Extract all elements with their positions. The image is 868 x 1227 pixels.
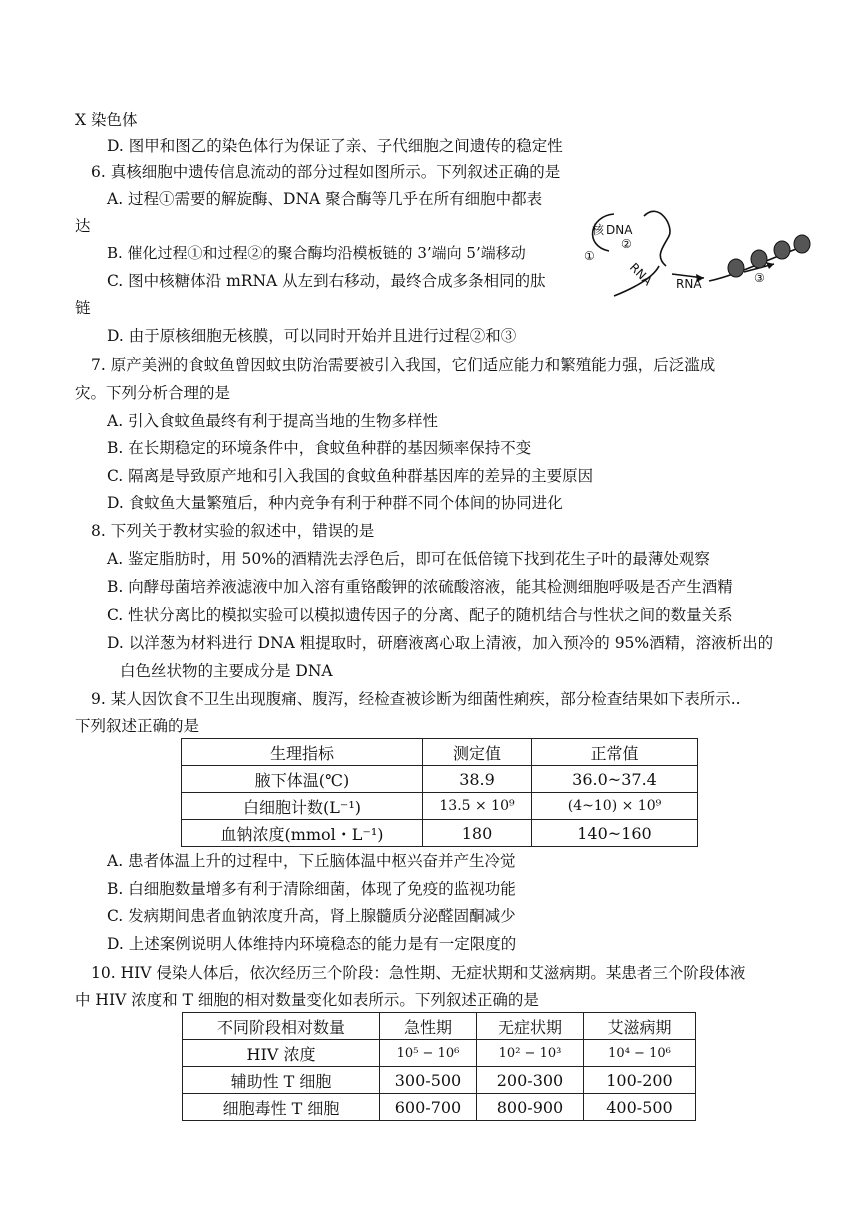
option-9a: A. 患者体温上升的过程中，下丘脑体温中枢兴奋并产生冷觉: [107, 852, 516, 870]
table-cell: 800-900: [477, 1094, 584, 1121]
table-cell: 血钠浓度(mmol・L⁻¹): [182, 820, 423, 847]
label-process-2: ②: [621, 237, 632, 251]
option-7c: C. 隔离是导致原产地和引入我国的食蚊鱼种群基因库的差异的主要原因: [107, 467, 594, 485]
table-cell: 600-700: [380, 1094, 477, 1121]
table-cell: 38.9: [423, 766, 532, 793]
table-cell: 白细胞计数(L⁻¹): [182, 793, 423, 820]
label-rna-1: RNA: [626, 260, 655, 289]
table-cell: 200-300: [477, 1067, 584, 1094]
option-9d: D. 上述案例说明人体维持内环境稳态的能力是有一定限度的: [107, 935, 517, 953]
table-9: [181, 738, 698, 847]
table-cell: 无症状期: [477, 1013, 584, 1040]
option-8a: A. 鉴定脂肪时，用 50%的酒精洗去浮色后，即可在低倍镜下找到花生子叶的最薄处观察: [107, 550, 710, 568]
table-cell: 100-200: [584, 1067, 696, 1094]
table-row: [183, 1094, 696, 1121]
label-dna: DNA: [606, 223, 633, 237]
question-8: 8. 下列关于教材实验的叙述中，错误的是: [91, 522, 375, 540]
option-6a: A. 过程①需要的解旋酶、DNA 聚合酶等几乎在所有细胞中都表: [107, 190, 543, 208]
gene-expression-figure: [584, 206, 816, 306]
question-6: 6. 真核细胞中遗传信息流动的部分过程如图所示。下列叙述正确的是: [91, 163, 561, 181]
table-row: [182, 820, 698, 847]
table-row: [183, 1067, 696, 1094]
table-cell: 36.0~37.4: [532, 766, 698, 793]
table-cell: 10⁴ − 10⁶: [584, 1040, 696, 1067]
text-line: 链: [75, 299, 91, 317]
option-8b: B. 向酵母菌培养液滤液中加入溶有重铬酸钾的浓硫酸溶液，能其检测细胞呼吸是否产生酒精: [107, 578, 733, 596]
table-cell: 辅助性 T 细胞: [183, 1067, 380, 1094]
table-row: [182, 766, 698, 793]
option-6c: C. 图中核糖体沿 mRNA 从左到右移动，最终合成多条相同的肽: [107, 272, 546, 290]
table-cell: 180: [423, 820, 532, 847]
option-7a: A. 引入食蚊鱼最终有利于提高当地的生物多样性: [107, 412, 439, 430]
option-9b: B. 白细胞数量增多有利于清除细菌，体现了免疫的监视功能: [107, 880, 516, 898]
text-line: 白色丝状物的主要成分是 DNA: [120, 662, 333, 680]
text-line: 下列叙述正确的是: [75, 717, 200, 735]
table-cell: 10⁵ − 10⁶: [380, 1040, 477, 1067]
option-7b: B. 在长期稳定的环境条件中，食蚊鱼种群的基因频率保持不变: [107, 439, 532, 457]
option-8c: C. 性状分离比的模拟实验可以模拟遗传因子的分离、配子的随机结合与性状之间的数量关系: [107, 606, 733, 624]
table-cell: (4~10) × 10⁹: [532, 793, 698, 820]
table-cell: 140~160: [532, 820, 698, 847]
ribosome-icons: [728, 235, 810, 277]
question-10: 10. HIV 侵染人体后，依次经历三个阶段：急性期、无症状期和艾滋病期。某患者三个阶段体液: [91, 964, 746, 982]
table-cell: 腋下体温(℃): [182, 766, 423, 793]
text-line: X 染色体: [75, 111, 138, 129]
table-cell: 急性期: [380, 1013, 477, 1040]
label-process-3: ③: [754, 271, 765, 285]
option-6d: D. 由于原核细胞无核膜，可以同时开始并且进行过程②和③: [107, 327, 517, 345]
table-cell: 生理指标: [182, 739, 423, 766]
table-row: [182, 793, 698, 820]
table-cell: 艾滋病期: [584, 1013, 696, 1040]
table-cell: 不同阶段相对数量: [183, 1013, 380, 1040]
table-header-row: [183, 1013, 696, 1040]
table-cell: 正常值: [532, 739, 698, 766]
option-9c: C. 发病期间患者血钠浓度升高，肾上腺髓质分泌醛固酮减少: [107, 907, 516, 925]
option-8d: D. 以洋葱为材料进行 DNA 粗提取时，研磨液离心取上清液，加入预冷的 95%酒精，溶液析出的: [107, 634, 774, 652]
label-rna-2: RNA: [676, 277, 702, 291]
question-9: 9. 某人因饮食不卫生出现腹痛、腹泻，经检查被诊断为细菌性痢疾，部分检查结果如下表所示..: [91, 690, 741, 708]
table-cell: 测定值: [423, 739, 532, 766]
text-line: 灾。下列分析合理的是: [75, 384, 231, 402]
text-line: 达: [75, 217, 91, 235]
table-header-row: [182, 739, 698, 766]
table-cell: 300-500: [380, 1067, 477, 1094]
text-line: D. 图甲和图乙的染色体行为保证了亲、子代细胞之间遗传的稳定性: [107, 137, 563, 155]
table-cell: 400-500: [584, 1094, 696, 1121]
option-7d: D. 食蚊鱼大量繁殖后，种内竞争有利于种群不同个体间的协同进化: [107, 494, 563, 512]
table-row: [183, 1040, 696, 1067]
table-cell: 细胞毒性 T 细胞: [183, 1094, 380, 1121]
table-cell: HIV 浓度: [183, 1040, 380, 1067]
label-nucleus: 核: [592, 223, 605, 237]
question-7: 7. 原产美洲的食蚊鱼曾因蚊虫防治需要被引入我国，它们适应能力和繁殖能力强，后泛滥成: [91, 356, 716, 374]
table-cell: 13.5 × 10⁹: [423, 793, 532, 820]
option-6b: B. 催化过程①和过程②的聚合酶均沿模板链的 3’端向 5’端移动: [107, 244, 526, 262]
text-line: 中 HIV 浓度和 T 细胞的相对数量变化如表所示。下列叙述正确的是: [75, 991, 539, 1009]
table-cell: 10² − 10³: [477, 1040, 584, 1067]
dna-strand: [644, 211, 670, 266]
table-10: [182, 1012, 696, 1121]
label-process-1: ①: [584, 249, 595, 263]
